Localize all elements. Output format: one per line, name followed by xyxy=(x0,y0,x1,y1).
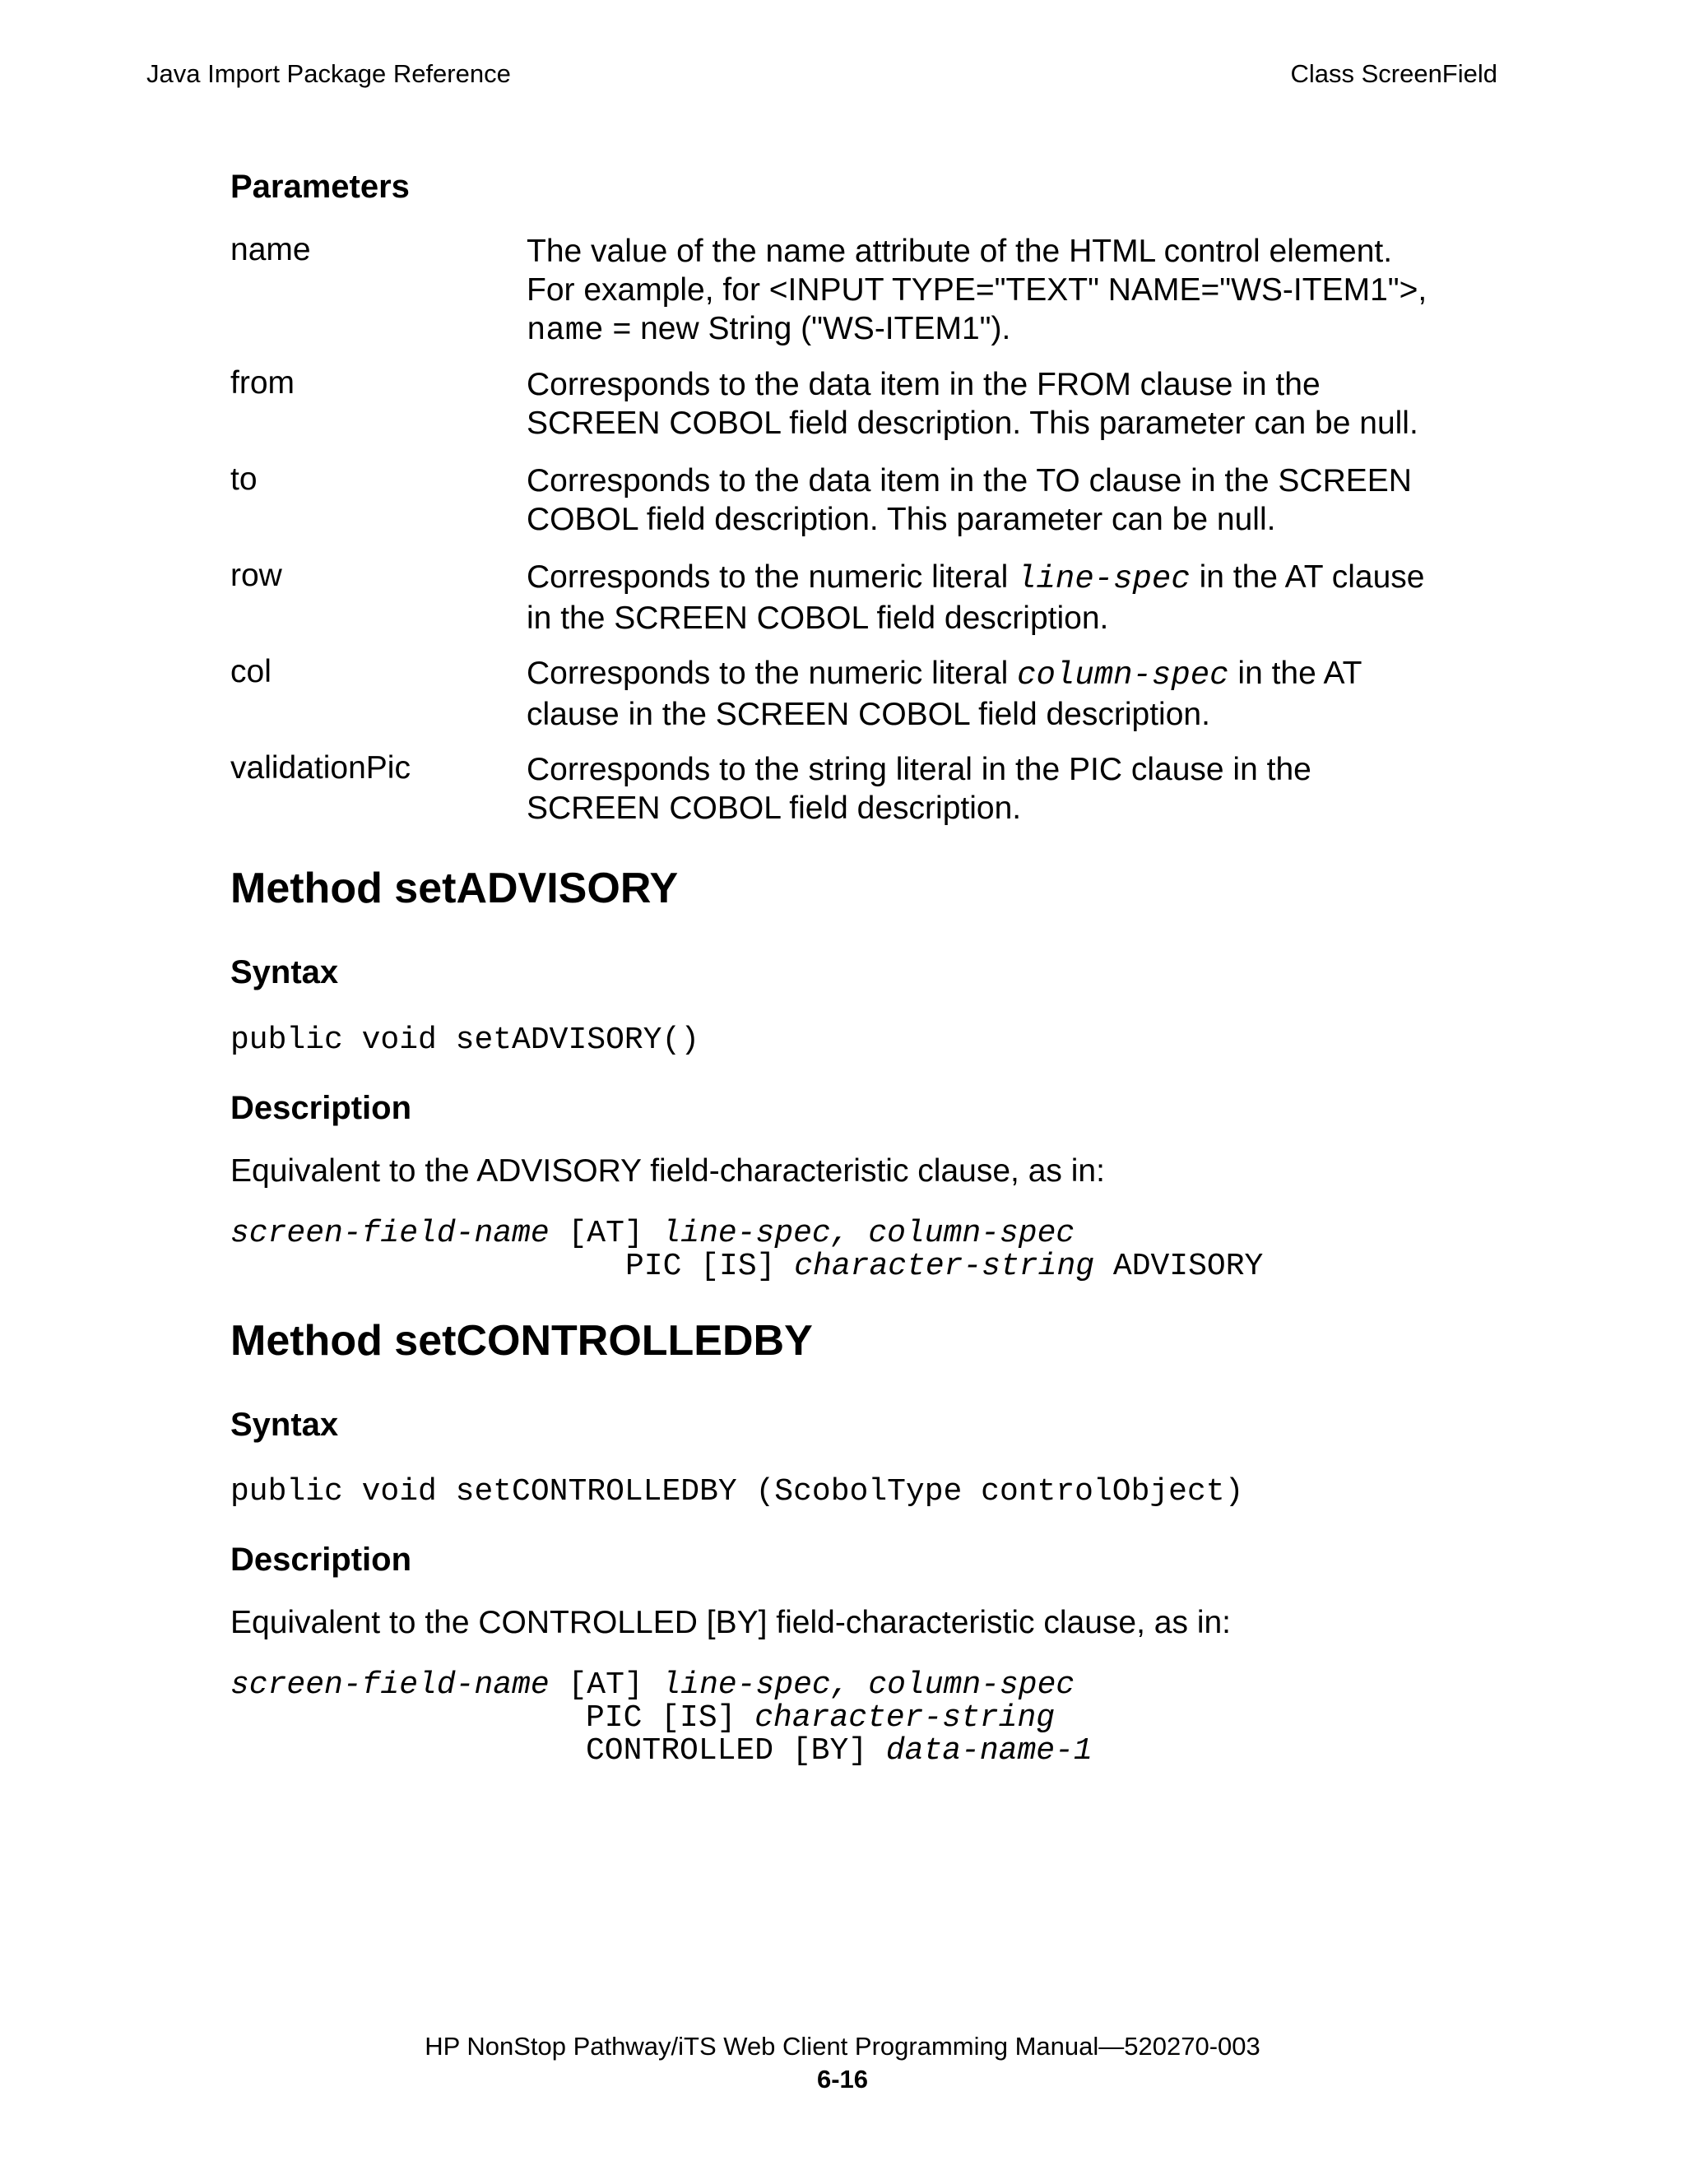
code-example-line xyxy=(230,1667,1075,1703)
footer-manual-title: HP NonStop Pathway/iTS Web Client Programming Manual—520270-003 xyxy=(425,2032,1260,2061)
inline-text: Corresponds to the numeric literal xyxy=(527,656,1018,691)
inline-text: Corresponds to the numeric literal xyxy=(527,559,1018,595)
method-title-setadvisory: Method setADVISORY xyxy=(230,865,679,912)
code-italic: character-string xyxy=(754,1700,1056,1736)
param-term-name: name xyxy=(230,232,311,267)
running-header-right: Class ScreenField xyxy=(1290,59,1497,88)
param-desc-line: Corresponds to the string literal in the PIC clause in the xyxy=(527,752,1311,787)
param-desc-line: For example, for <INPUT TYPE="TEXT" NAME="WS-ITEM1">, xyxy=(527,272,1427,308)
inline-code-italic: line-spec xyxy=(1017,561,1191,597)
code-example-line xyxy=(625,1249,1263,1284)
inline-text: = new String ("WS-ITEM1"). xyxy=(603,311,1011,346)
param-desc-line: clause in the SCREEN COBOL field description. xyxy=(527,697,1210,732)
param-term-validationpic: validationPic xyxy=(230,750,411,786)
code-italic: line-spec, column-spec xyxy=(661,1667,1075,1703)
code-example-line xyxy=(230,1216,1075,1251)
code-italic: data-name-1 xyxy=(885,1733,1093,1769)
param-desc-line: COBOL field description. This parameter can be null. xyxy=(527,502,1276,537)
code-example-line xyxy=(586,1733,1093,1769)
inline-text: in the AT clause xyxy=(1190,559,1425,595)
code-plain: PIC [IS] xyxy=(625,1249,795,1284)
syntax-heading: Syntax xyxy=(230,1407,339,1443)
param-desc-from xyxy=(527,365,1481,443)
code-italic: screen-field-name xyxy=(230,1216,550,1251)
param-desc-name xyxy=(527,232,1481,350)
syntax-heading: Syntax xyxy=(230,954,339,990)
code-plain: [AT] xyxy=(549,1667,662,1703)
code-italic: line-spec, column-spec xyxy=(661,1216,1075,1251)
running-header-left: Java Import Package Reference xyxy=(146,59,511,88)
param-desc-line: in the SCREEN COBOL field description. xyxy=(527,600,1109,636)
code-example-line xyxy=(586,1700,1055,1736)
description-text: Equivalent to the ADVISORY field-characteristic clause, as in: xyxy=(230,1153,1105,1189)
param-desc-line: The value of the name attribute of the HTML control element. xyxy=(527,234,1393,269)
inline-code-italic: column-spec xyxy=(1017,657,1229,693)
param-desc-validationpic xyxy=(527,750,1481,828)
param-desc-line xyxy=(527,309,1481,350)
param-desc-line: Corresponds to the data item in the TO clause in the SCREEN xyxy=(527,463,1412,498)
syntax-code: public void setADVISORY() xyxy=(230,1022,700,1058)
code-plain: CONTROLLED [BY] xyxy=(586,1733,886,1769)
param-desc-col xyxy=(527,654,1481,734)
param-desc-line: SCREEN COBOL field description. This parameter can be null. xyxy=(527,406,1418,441)
param-term-from: from xyxy=(230,365,295,401)
inline-text: in the AT xyxy=(1228,656,1362,691)
code-italic: screen-field-name xyxy=(230,1667,550,1703)
param-desc-line: SCREEN COBOL field description. xyxy=(527,791,1022,826)
method-title-setcontrolledby: Method setCONTROLLEDBY xyxy=(230,1317,813,1365)
param-desc-to xyxy=(527,461,1481,539)
parameters-heading: Parameters xyxy=(230,169,410,205)
description-heading: Description xyxy=(230,1542,412,1578)
param-term-to: to xyxy=(230,461,258,497)
code-plain: [AT] xyxy=(549,1216,662,1251)
param-term-row: row xyxy=(230,558,282,593)
param-desc-line: Corresponds to the data item in the FROM clause in the xyxy=(527,367,1321,402)
description-heading: Description xyxy=(230,1090,412,1126)
code-plain: PIC [IS] xyxy=(586,1700,755,1736)
code-italic: character-string xyxy=(794,1249,1095,1284)
param-desc-line xyxy=(527,558,1481,599)
description-text: Equivalent to the CONTROLLED [BY] field-characteristic clause, as in: xyxy=(230,1605,1232,1640)
code-plain: ADVISORY xyxy=(1094,1249,1264,1284)
footer-page-number: 6-16 xyxy=(816,2065,869,2094)
param-desc-row xyxy=(527,558,1481,638)
inline-code: name xyxy=(527,313,604,349)
syntax-code: public void setCONTROLLEDBY (ScobolType controlObject) xyxy=(230,1474,1244,1509)
param-desc-line xyxy=(527,654,1481,695)
param-term-col: col xyxy=(230,654,272,689)
